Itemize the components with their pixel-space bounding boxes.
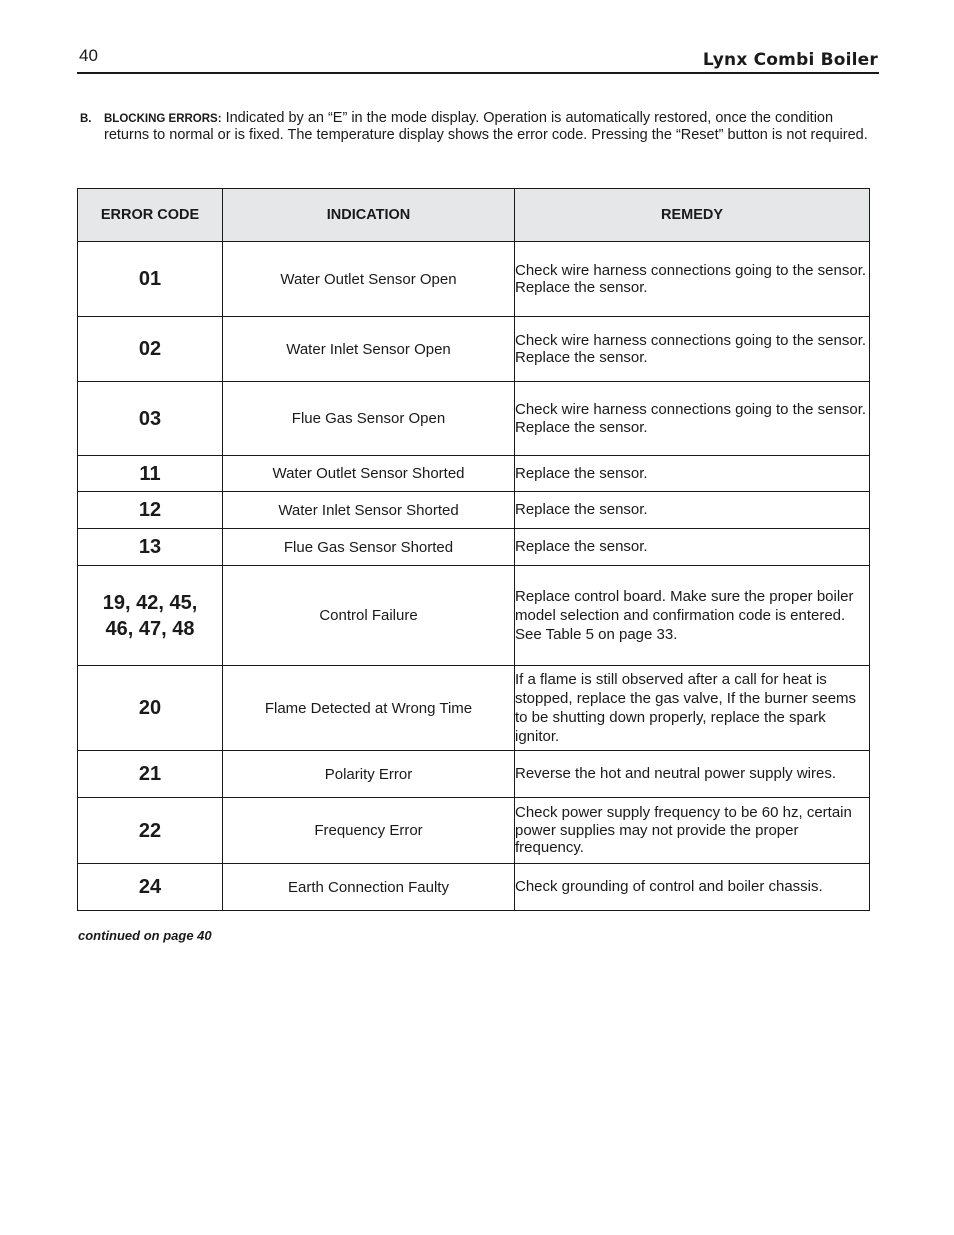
error-code-cell: 12 bbox=[78, 492, 223, 529]
table-row bbox=[78, 492, 870, 529]
table-row bbox=[78, 382, 870, 456]
section-lead: BLOCKING ERRORS: bbox=[104, 113, 222, 125]
error-code-cell: 24 bbox=[78, 864, 223, 911]
remedy-cell: If a flame is still observed after a call for heat is stopped, replace the gas valve, If the burner seems to be shutting down properly, replace the spark ignitor. bbox=[515, 666, 870, 751]
indication-cell: Water Outlet Sensor Open bbox=[223, 242, 515, 317]
header-indication: INDICATION bbox=[223, 189, 515, 242]
error-code-cell: 19, 42, 45, 46, 47, 48 bbox=[78, 566, 223, 666]
remedy-cell: Replace the sensor. bbox=[515, 456, 870, 492]
indication-cell: Frequency Error bbox=[223, 798, 515, 864]
table-row bbox=[78, 864, 870, 911]
error-code-cell: 21 bbox=[78, 751, 223, 798]
page-number: 40 bbox=[79, 46, 98, 65]
indication-cell: Polarity Error bbox=[223, 751, 515, 798]
remedy-cell: Check wire harness connections going to the sensor. Replace the sensor. bbox=[515, 317, 870, 382]
table-row bbox=[78, 529, 870, 566]
header-divider bbox=[77, 72, 879, 74]
error-code-cell: 13 bbox=[78, 529, 223, 566]
blocking-errors-intro bbox=[80, 110, 870, 143]
table-row bbox=[78, 666, 870, 751]
remedy-cell: Check power supply frequency to be 60 hz, certain power supplies may not provide the proper frequency. bbox=[515, 798, 870, 864]
indication-cell: Flue Gas Sensor Shorted bbox=[223, 529, 515, 566]
table-header-row bbox=[78, 189, 870, 242]
error-code-cell: 20 bbox=[78, 666, 223, 751]
indication-cell: Earth Connection Faulty bbox=[223, 864, 515, 911]
indication-cell: Water Outlet Sensor Shorted bbox=[223, 456, 515, 492]
blocking-errors-table bbox=[77, 188, 870, 911]
table-row bbox=[78, 317, 870, 382]
indication-cell: Water Inlet Sensor Shorted bbox=[223, 492, 515, 529]
table-row bbox=[78, 566, 870, 666]
error-code-cell: 01 bbox=[78, 242, 223, 317]
error-code-cell: 11 bbox=[78, 456, 223, 492]
remedy-cell: Reverse the hot and neutral power supply wires. bbox=[515, 751, 870, 798]
table-row bbox=[78, 456, 870, 492]
indication-cell: Flame Detected at Wrong Time bbox=[223, 666, 515, 751]
table-row bbox=[78, 242, 870, 317]
indication-cell: Flue Gas Sensor Open bbox=[223, 382, 515, 456]
intro-text: Indicated by an “E” in the mode display. Operation is automatically restored, once the condition returns to normal or is fixed. The temperature display shows the error code. Pressing the “Reset” button is not required. bbox=[104, 110, 868, 143]
remedy-cell: Replace the sensor. bbox=[515, 529, 870, 566]
error-code-cell: 02 bbox=[78, 317, 223, 382]
remedy-cell: Replace the sensor. bbox=[515, 492, 870, 529]
table-row bbox=[78, 798, 870, 864]
error-code-cell: 03 bbox=[78, 382, 223, 456]
remedy-cell: Check grounding of control and boiler chassis. bbox=[515, 864, 870, 911]
document-title: Lynx Combi Boiler bbox=[702, 50, 878, 70]
remedy-cell: Check wire harness connections going to the sensor. Replace the sensor. bbox=[515, 242, 870, 317]
intro-body bbox=[104, 110, 870, 143]
continued-note: continued on page 40 bbox=[78, 928, 212, 943]
remedy-cell: Check wire harness connections going to the sensor. Replace the sensor. bbox=[515, 382, 870, 456]
error-code-cell: 22 bbox=[78, 798, 223, 864]
header-remedy: REMEDY bbox=[515, 189, 870, 242]
indication-cell: Water Inlet Sensor Open bbox=[223, 317, 515, 382]
indication-cell: Control Failure bbox=[223, 566, 515, 666]
table-row bbox=[78, 751, 870, 798]
section-marker: B. bbox=[80, 113, 92, 125]
remedy-cell: Replace control board. Make sure the proper boiler model selection and confirmation code is entered. See Table 5 on page 33. bbox=[515, 566, 870, 666]
header-error-code: ERROR CODE bbox=[78, 189, 223, 242]
